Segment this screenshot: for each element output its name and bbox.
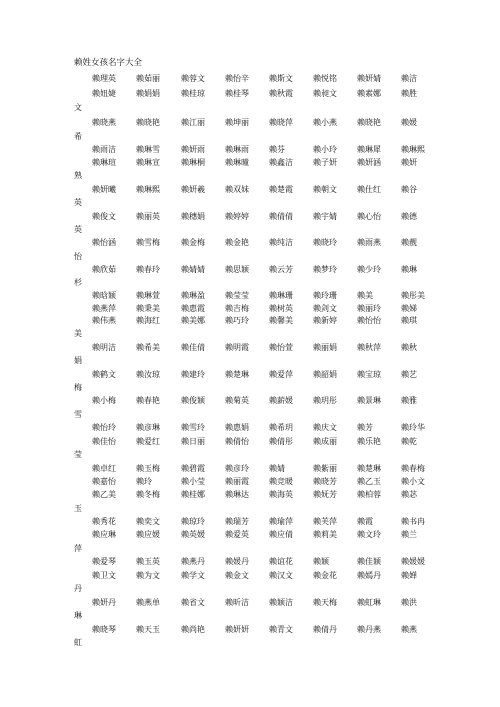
name-entry: 赖琳宣 xyxy=(136,158,160,167)
name-entry: 赖丽英 xyxy=(136,212,160,221)
name-entry: 赖芬 xyxy=(269,145,285,154)
name-entry: 赖妍丹 xyxy=(92,598,116,607)
name-entry: 赖成丽 xyxy=(313,437,337,446)
name-entry: 赖巧玲 xyxy=(225,316,249,325)
name-entry: 赖省文 xyxy=(181,598,205,607)
wrapped-character: 琳 xyxy=(74,611,82,620)
name-entry: 赖怡玲 xyxy=(92,423,116,432)
name-entry: 赖媛丹 xyxy=(225,557,249,566)
name-entry: 赖仕红 xyxy=(357,185,381,194)
name-entry: 赖爱红 xyxy=(136,437,160,446)
name-entry: 赖秉美 xyxy=(136,304,160,313)
name-entry: 赖桂琼 xyxy=(181,89,205,98)
name-entry: 赖宇婧 xyxy=(313,212,337,221)
name-entry: 赖彦玲 xyxy=(225,464,249,473)
wrapped-character: 玉 xyxy=(74,504,82,513)
name-entry: 赖晗颖 xyxy=(92,291,116,300)
name-entry: 赖菊英 xyxy=(225,396,249,405)
name-entry: 赖瑞芳 xyxy=(225,517,249,526)
name-entry: 赖丽玲 xyxy=(357,304,381,313)
name-entry: 赖文玲 xyxy=(357,530,381,539)
name-entry: 赖晓芳 xyxy=(313,477,337,486)
name-entry: 赖琳盈 xyxy=(181,291,205,300)
name-entry: 赖秋萍 xyxy=(357,343,381,352)
wrapped-character: 丹 xyxy=(74,584,82,593)
name-entry: 赖卓红 xyxy=(92,464,116,473)
name-entry: 赖乐艳 xyxy=(357,437,381,446)
name-entry: 赖金花 xyxy=(313,571,337,580)
name-entry: 赖艺 xyxy=(401,370,417,379)
name-entry: 赖惠娟 xyxy=(225,423,249,432)
name-entry: 赖虹琳 xyxy=(357,598,381,607)
name-entry: 赖琳 xyxy=(401,265,417,274)
name-row xyxy=(0,117,500,128)
name-entry: 赖应琳 xyxy=(92,530,116,539)
name-entry: 赖雅 xyxy=(401,396,417,405)
name-row xyxy=(0,342,500,353)
name-entry: 赖倩丹 xyxy=(313,625,337,634)
name-entry: 赖佳怡 xyxy=(92,437,116,446)
name-row xyxy=(0,88,500,99)
name-entry: 赖琳雪 xyxy=(136,145,160,154)
name-entry: 赖宝琼 xyxy=(357,370,381,379)
name-entry: 赖爱英 xyxy=(225,530,249,539)
name-entry: 赖玲 xyxy=(136,477,152,486)
name-entry: 赖金梅 xyxy=(181,238,205,247)
name-entry: 赖桂琴 xyxy=(225,89,249,98)
name-entry: 赖兰 xyxy=(401,530,417,539)
name-row xyxy=(0,422,500,433)
name-entry: 赖希玥 xyxy=(269,423,293,432)
name-row xyxy=(0,529,500,540)
wrapped-character: 文 xyxy=(74,103,82,112)
name-entry: 赖琳萱 xyxy=(136,291,160,300)
name-entry: 赖春梅 xyxy=(401,464,425,473)
name-entry: 赖爱萍 xyxy=(269,370,293,379)
name-entry: 赖苾 xyxy=(401,490,417,499)
name-entry: 赖天梅 xyxy=(313,598,337,607)
name-entry: 赖江丽 xyxy=(181,118,205,127)
name-entry: 赖金艳 xyxy=(225,238,249,247)
name-entry: 赖芳 xyxy=(357,423,373,432)
name-entry: 赖鹤文 xyxy=(92,370,116,379)
name-entry: 赖媛 xyxy=(401,118,417,127)
name-row xyxy=(0,211,500,222)
name-entry: 赖乾 xyxy=(401,437,417,446)
name-entry: 赖丹燕 xyxy=(357,625,381,634)
name-entry: 赖小梅 xyxy=(92,396,116,405)
name-entry: 赖佳倩 xyxy=(181,343,205,352)
name-entry: 赖洪 xyxy=(401,598,417,607)
name-entry: 赖妍羲 xyxy=(181,185,205,194)
name-entry: 赖明洁 xyxy=(92,343,116,352)
name-row xyxy=(0,303,500,314)
name-entry: 赖金文 xyxy=(225,571,249,580)
name-entry: 赖青文 xyxy=(269,625,293,634)
name-entry: 赖尚艳 xyxy=(181,625,205,634)
name-entry: 赖晓玲 xyxy=(313,238,337,247)
wrapped-character: 娟 xyxy=(74,356,82,365)
name-entry: 赖妍涵 xyxy=(357,158,381,167)
name-wrap-line xyxy=(0,328,500,339)
name-row xyxy=(0,290,500,301)
name-entry: 赖素娜 xyxy=(357,89,381,98)
wrapped-character: 美 xyxy=(74,329,82,338)
wrapped-character: 希 xyxy=(74,132,82,141)
name-wrap-line xyxy=(0,449,500,460)
name-entry: 赖楚霞 xyxy=(269,185,293,194)
name-entry: 赖芙萍 xyxy=(313,517,337,526)
name-entry: 赖怡涵 xyxy=(92,238,116,247)
name-entry: 赖琳曈 xyxy=(225,158,249,167)
name-entry: 赖春艳 xyxy=(136,396,160,405)
name-row xyxy=(0,369,500,380)
name-entry: 赖倩怡 xyxy=(225,437,249,446)
name-entry: 赖昕洁 xyxy=(225,598,249,607)
name-entry: 赖颖 xyxy=(313,557,329,566)
name-entry: 赖燕丹 xyxy=(181,557,205,566)
name-entry: 赖雪玲 xyxy=(181,423,205,432)
name-entry: 赖朝文 xyxy=(313,185,337,194)
name-entry: 赖嘉怡 xyxy=(92,477,116,486)
name-entry: 赖妞婕 xyxy=(92,89,116,98)
name-entry: 赖谷 xyxy=(401,185,417,194)
name-entry: 赖琳达 xyxy=(225,490,249,499)
name-entry: 赖妍 xyxy=(401,158,417,167)
name-entry: 赖英媛 xyxy=(181,530,205,539)
name-entry: 赖建玲 xyxy=(181,370,205,379)
name-entry: 赖景琳 xyxy=(357,396,381,405)
name-wrap-line xyxy=(0,131,500,142)
name-entry: 赖玲珊 xyxy=(313,291,337,300)
name-row xyxy=(0,476,500,487)
name-entry: 赖婷婷 xyxy=(225,212,249,221)
name-wrap-line xyxy=(0,251,500,262)
name-entry: 赖琳熙 xyxy=(136,185,160,194)
name-wrap-line xyxy=(0,102,500,113)
name-entry: 赖琳瑄 xyxy=(92,158,116,167)
name-entry: 赖妍曦 xyxy=(92,185,116,194)
name-entry: 赖小莹 xyxy=(181,477,205,486)
name-entry: 赖琳桐 xyxy=(181,158,205,167)
name-entry: 赖玉梅 xyxy=(136,464,160,473)
name-entry: 赖妍婧 xyxy=(357,74,381,83)
name-entry: 赖玉英 xyxy=(136,557,160,566)
name-entry: 赖琳犀 xyxy=(357,145,381,154)
name-entry: 赖娣 xyxy=(401,304,417,313)
name-wrap-line xyxy=(0,409,500,420)
name-entry: 赖纯洁 xyxy=(269,238,293,247)
name-entry: 赖俊文 xyxy=(92,212,116,221)
name-entry: 赖怡萱 xyxy=(269,343,293,352)
name-wrap-line xyxy=(0,543,500,554)
name-entry: 赖嫣丹 xyxy=(357,571,381,580)
name-entry: 赖玥彤 xyxy=(313,396,337,405)
name-entry: 赖俊颖 xyxy=(181,396,205,405)
name-entry: 赖晓艳 xyxy=(357,118,381,127)
name-row xyxy=(0,264,500,275)
name-wrap-line xyxy=(0,382,500,393)
name-entry: 赖琳雨 xyxy=(225,145,249,154)
name-row xyxy=(0,237,500,248)
name-entry: 赖琪 xyxy=(401,316,417,325)
name-entry: 赖双妹 xyxy=(225,185,249,194)
name-entry: 赖美娜 xyxy=(181,316,205,325)
name-entry: 赖瑜萍 xyxy=(269,517,293,526)
name-entry: 赖洁 xyxy=(401,74,417,83)
wrapped-character: 莹 xyxy=(74,450,82,459)
name-entry: 赖倩彤 xyxy=(269,437,293,446)
name-entry: 赖妍妍 xyxy=(225,625,249,634)
name-wrap-line xyxy=(0,503,500,514)
name-wrap-line xyxy=(0,277,500,288)
name-entry: 赖为文 xyxy=(136,571,160,580)
name-row xyxy=(0,395,500,406)
name-entry: 赖少玲 xyxy=(357,265,381,274)
name-entry: 赖怡怡 xyxy=(357,316,381,325)
name-row xyxy=(0,624,500,635)
name-entry: 赖德 xyxy=(401,212,417,221)
name-row xyxy=(0,570,500,581)
name-entry: 赖竞暖 xyxy=(269,477,293,486)
name-wrap-line xyxy=(0,170,500,181)
name-entry: 赖馨美 xyxy=(269,316,293,325)
name-entry: 赖婧 xyxy=(269,464,285,473)
name-entry: 赖海英 xyxy=(269,490,293,499)
name-entry: 赖玲华 xyxy=(401,423,425,432)
name-entry: 赖婵 xyxy=(401,571,417,580)
name-row xyxy=(0,184,500,195)
name-wrap-line xyxy=(0,355,500,366)
name-entry: 赖梦玲 xyxy=(313,265,337,274)
name-entry: 赖美 xyxy=(357,291,373,300)
name-entry: 赖靓 xyxy=(401,238,417,247)
name-entry: 赖琳珊 xyxy=(269,291,293,300)
name-entry: 赖树英 xyxy=(269,304,293,313)
name-wrap-line xyxy=(0,224,500,235)
name-entry: 赖胜 xyxy=(401,89,417,98)
name-entry: 赖佳颖 xyxy=(357,557,381,566)
name-entry: 赖蓉文 xyxy=(181,74,205,83)
name-entry: 赖明霞 xyxy=(225,343,249,352)
name-entry: 赖晓燕 xyxy=(92,118,116,127)
name-entry: 赖奕文 xyxy=(136,517,160,526)
name-wrap-line xyxy=(0,637,500,648)
name-row xyxy=(0,516,500,527)
name-entry: 赖卫文 xyxy=(92,571,116,580)
wrapped-character: 虹 xyxy=(74,638,82,647)
name-entry: 赖倩倩 xyxy=(269,212,293,221)
name-entry: 赖悦铭 xyxy=(313,74,337,83)
name-entry: 赖丽娟 xyxy=(313,343,337,352)
name-entry: 赖雪梅 xyxy=(136,238,160,247)
name-entry: 赖伟燕 xyxy=(92,316,116,325)
wrapped-character: 英 xyxy=(74,225,82,234)
name-row xyxy=(0,489,500,500)
name-entry: 赖晓萍 xyxy=(269,118,293,127)
name-entry: 赖彤美 xyxy=(401,291,425,300)
name-entry: 赖小文 xyxy=(401,477,425,486)
name-entry: 赖娟娟 xyxy=(136,89,160,98)
name-row xyxy=(0,73,500,84)
name-entry: 赖应倩 xyxy=(269,530,293,539)
name-entry: 赖婧婧 xyxy=(181,265,205,274)
name-wrap-line xyxy=(0,197,500,208)
name-entry: 赖思颖 xyxy=(225,265,249,274)
name-entry: 赖欣茹 xyxy=(92,265,116,274)
name-entry: 赖庆文 xyxy=(313,423,337,432)
name-entry: 赖燕单 xyxy=(136,598,160,607)
name-row xyxy=(0,597,500,608)
wrapped-character: 怡 xyxy=(74,252,82,261)
name-entry: 赖紫丽 xyxy=(313,464,337,473)
name-entry: 赖颖洁 xyxy=(269,598,293,607)
name-entry: 赖穗娟 xyxy=(181,212,205,221)
name-entry: 赖茹丽 xyxy=(136,74,160,83)
name-entry: 赖希美 xyxy=(136,343,160,352)
name-entry: 赖雨洁 xyxy=(92,145,116,154)
name-row xyxy=(0,436,500,447)
name-entry: 赖莉美 xyxy=(313,530,337,539)
name-entry: 赖雨燕 xyxy=(357,238,381,247)
name-entry: 赖学文 xyxy=(181,571,205,580)
name-entry: 赖日丽 xyxy=(181,437,205,446)
name-entry: 赖秋 xyxy=(401,343,417,352)
name-entry: 赖乙玉 xyxy=(357,477,381,486)
name-entry: 赖怡辛 xyxy=(225,74,249,83)
name-entry: 赖新婷 xyxy=(313,316,337,325)
name-entry: 赖桂娜 xyxy=(181,490,205,499)
name-row xyxy=(0,144,500,155)
name-entry: 赖谊花 xyxy=(269,557,293,566)
name-entry: 赖汝琼 xyxy=(136,370,160,379)
name-entry: 赖霞 xyxy=(357,517,373,526)
name-entry: 赖薪媛 xyxy=(269,396,293,405)
name-entry: 赖韶娟 xyxy=(313,370,337,379)
wrapped-character: 雪 xyxy=(74,410,82,419)
wrapped-character: 梅 xyxy=(74,383,82,392)
wrapped-character: 英 xyxy=(74,198,82,207)
name-entry: 赖坤丽 xyxy=(225,118,249,127)
name-entry: 赖乙美 xyxy=(92,490,116,499)
name-entry: 赖晓艳 xyxy=(136,118,160,127)
name-entry: 赖琳熙 xyxy=(401,145,425,154)
name-entry: 赖媛媛 xyxy=(401,557,425,566)
name-entry: 赖小燕 xyxy=(313,118,337,127)
name-wrap-line xyxy=(0,583,500,594)
name-entry: 赖燕萍 xyxy=(92,304,116,313)
name-entry: 赖秋霞 xyxy=(269,89,293,98)
wrapped-character: 萍 xyxy=(74,544,82,553)
name-entry: 赖应媛 xyxy=(136,530,160,539)
name-entry: 赖心怡 xyxy=(357,212,381,221)
name-entry: 赖剑文 xyxy=(313,304,337,313)
name-entry: 赖爱琴 xyxy=(92,557,116,566)
name-entry: 赖天玉 xyxy=(136,625,160,634)
name-entry: 赖昶文 xyxy=(313,89,337,98)
name-entry: 赖惠霞 xyxy=(181,304,205,313)
name-entry: 赖燕 xyxy=(401,625,417,634)
name-entry: 赖莹莹 xyxy=(225,291,249,300)
name-entry: 赖妍雨 xyxy=(181,145,205,154)
name-entry: 赖吉梅 xyxy=(225,304,249,313)
name-entry: 赖理英 xyxy=(92,74,116,83)
name-entry: 赖云芳 xyxy=(269,265,293,274)
name-row xyxy=(0,157,500,168)
name-entry: 赖小玲 xyxy=(313,145,337,154)
name-row xyxy=(0,463,500,474)
name-entry: 赖晓琴 xyxy=(92,625,116,634)
name-entry: 赖子妍 xyxy=(313,158,337,167)
name-entry: 赖柏蓉 xyxy=(357,490,381,499)
name-entry: 赖丽霞 xyxy=(225,477,249,486)
document-title: 赖姓女孩名字大全 xyxy=(74,58,143,68)
name-entry: 赖妩芳 xyxy=(313,490,337,499)
name-entry: 赖彦琳 xyxy=(136,423,160,432)
name-row xyxy=(0,556,500,567)
name-entry: 赖斯文 xyxy=(269,74,293,83)
name-entry: 赖碧霞 xyxy=(181,464,205,473)
wrapped-character: 杉 xyxy=(74,278,82,287)
name-entry: 赖书冉 xyxy=(401,517,425,526)
name-entry: 赖汉文 xyxy=(269,571,293,580)
name-entry: 赖琼玲 xyxy=(181,517,205,526)
wrapped-character: 熟 xyxy=(74,171,82,180)
name-entry: 赖鑫洁 xyxy=(269,158,293,167)
name-entry: 赖楚琳 xyxy=(225,370,249,379)
name-entry: 赖冬梅 xyxy=(136,490,160,499)
name-entry: 赖秀花 xyxy=(92,517,116,526)
name-entry: 赖海红 xyxy=(136,316,160,325)
name-row xyxy=(0,315,500,326)
name-entry: 赖春玲 xyxy=(136,265,160,274)
name-wrap-line xyxy=(0,610,500,621)
name-entry: 赖楚琳 xyxy=(357,464,381,473)
